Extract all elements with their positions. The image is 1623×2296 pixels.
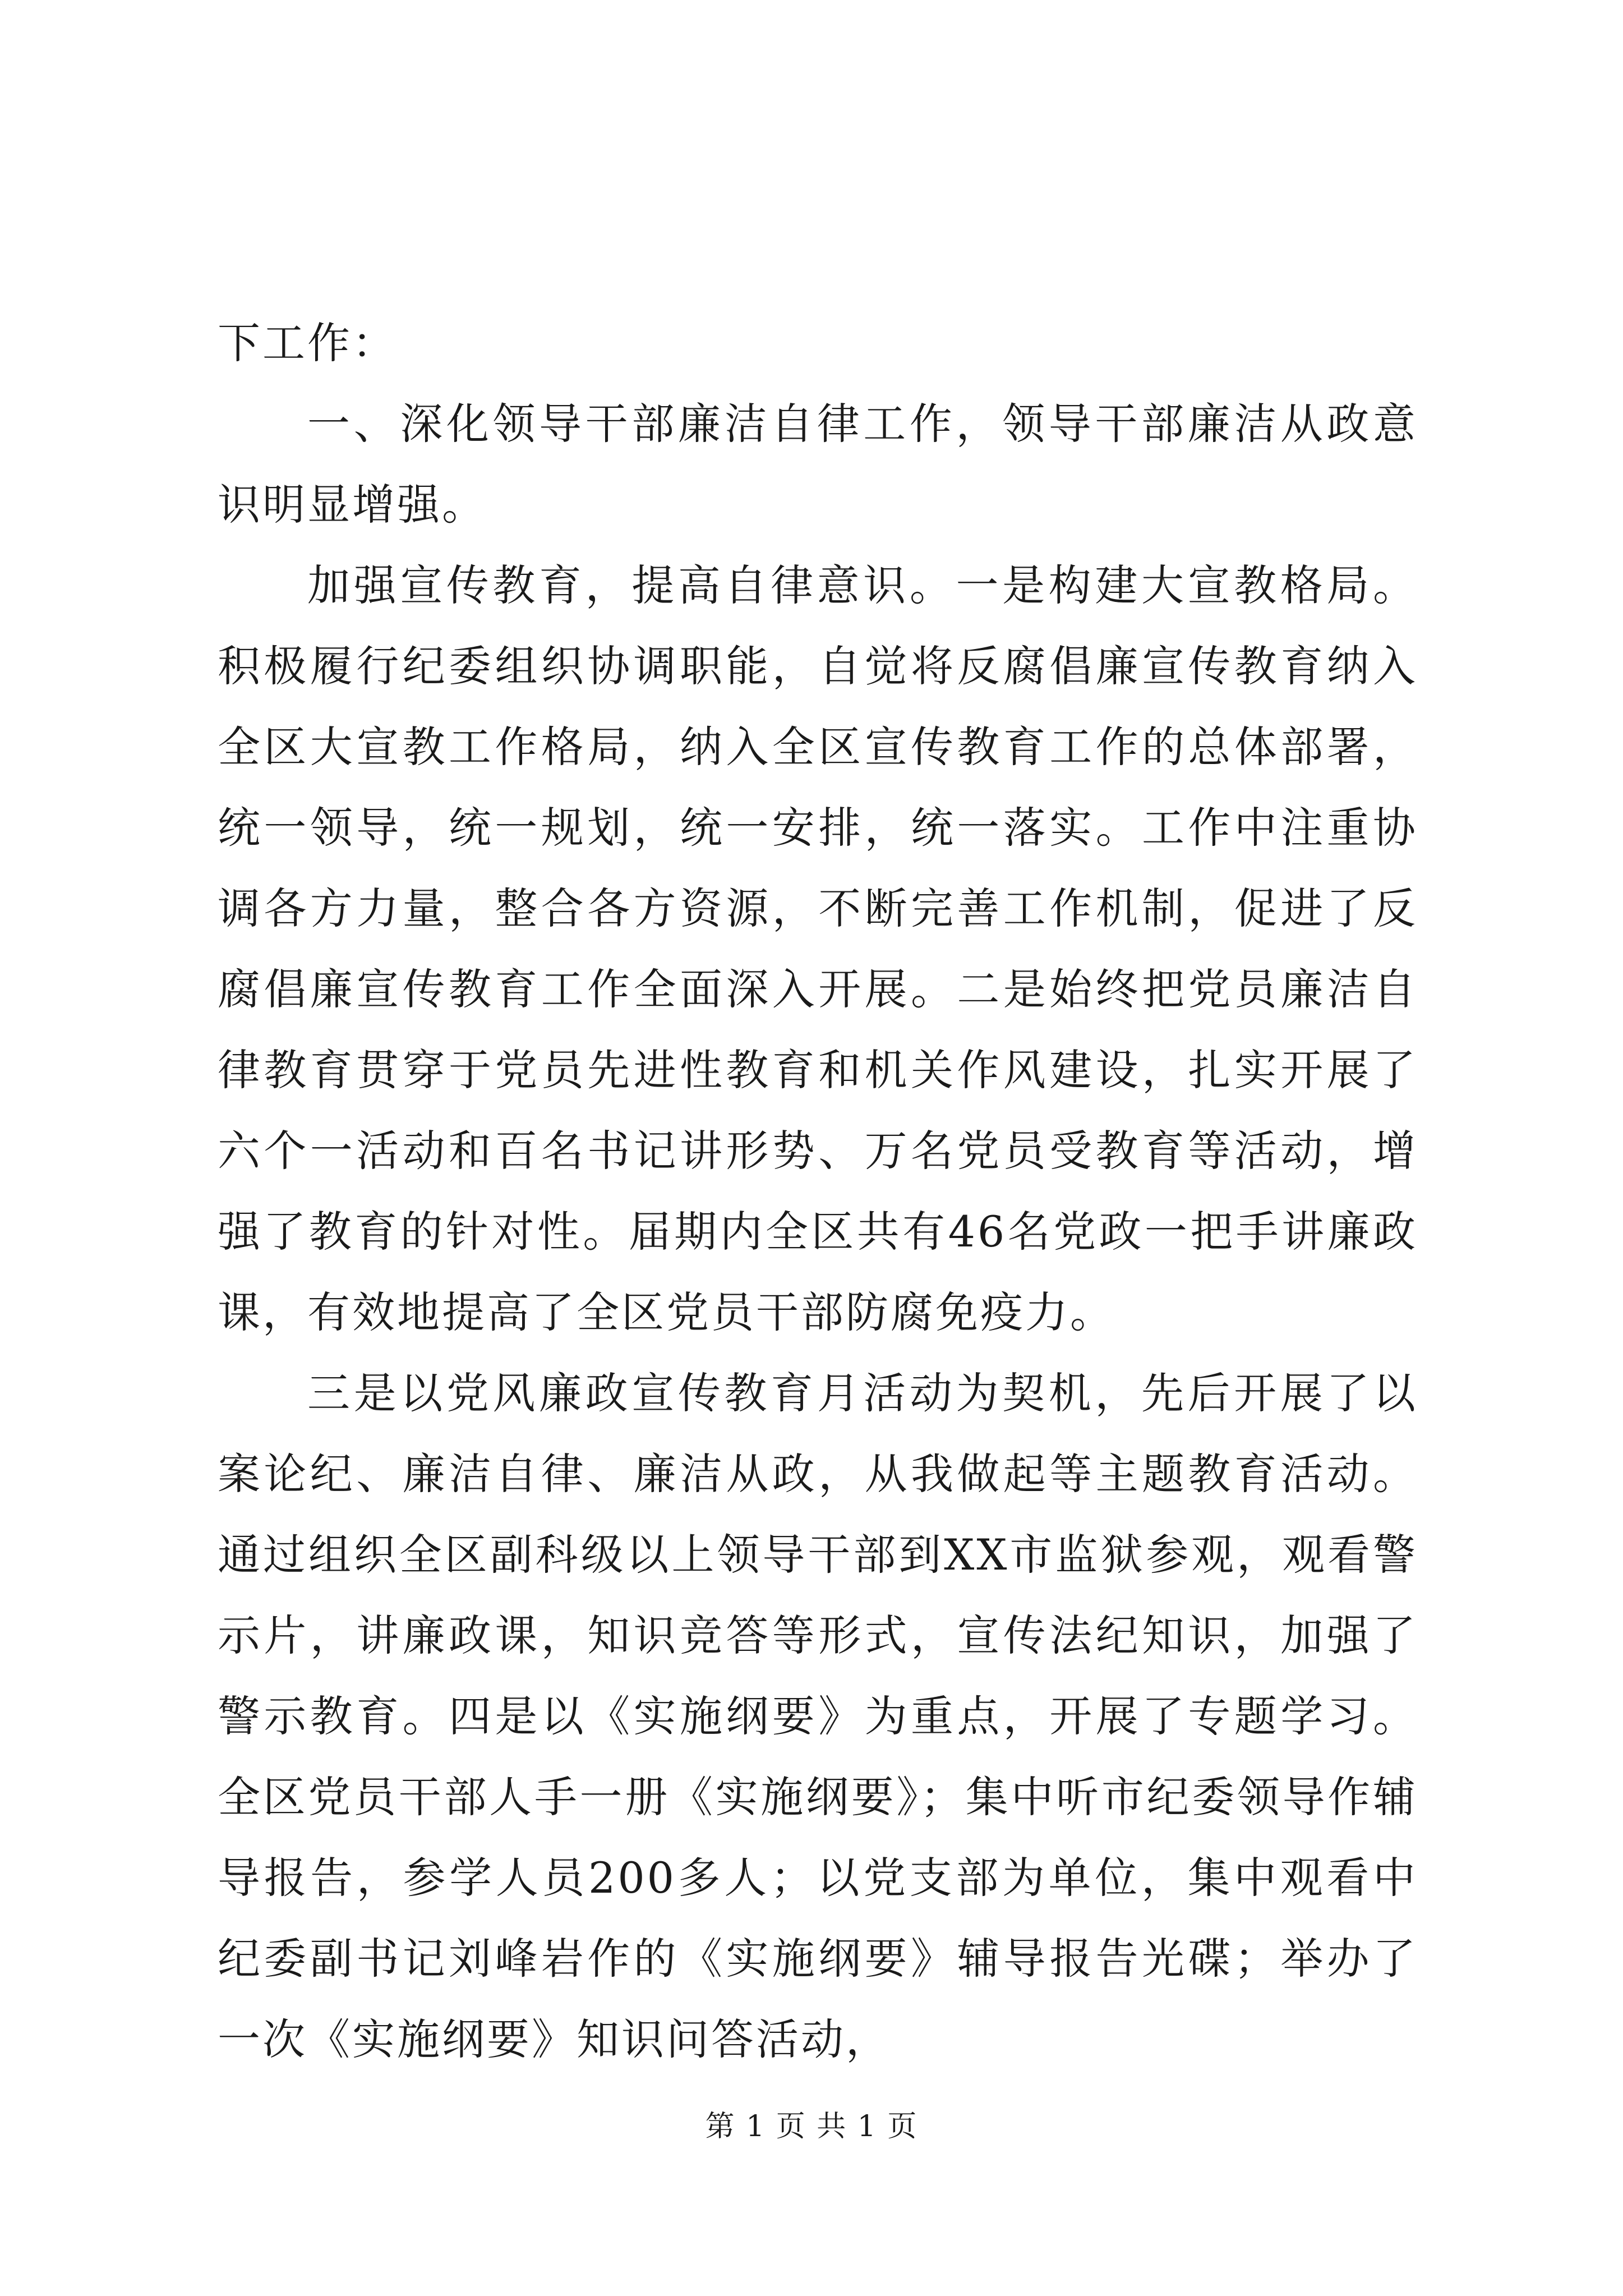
page-number-footer: 第 1 页 共 1 页 bbox=[705, 2110, 918, 2143]
document-body bbox=[218, 303, 1418, 2080]
paragraph-education-month: 三是以党风廉政宣传教育月活动为契机，先后开展了以案论纪、廉洁自律、廉洁从政，从我做起等主题教育活动。通过组织全区副科级以上领导干部到XX市监狱参观，观看警示片，讲廉政课，知识竞答等形式，宣传法纪知识，加强了警示教育。四是以《实施纲要》为重点，开展了专题学习。全区党员干部人手一册《实施纲要》；集中听市纪委领导作辅导报告，参学人员200多人；以党支部为单位，集中观看中纪委副书记刘峰岩作的《实施纲要》辅导报告光碟；举办了一次《实施纲要》知识问答活动， bbox=[218, 1368, 1418, 2064]
paragraph-publicity-education: 加强宣传教育，提高自律意识。一是构建大宣教格局。积极履行纪委组织协调职能，自觉将反腐倡廉宣传教育纳入全区大宣教工作格局，纳入全区宣传教育工作的总体部署，统一领导，统一规划，统一安排，统一落实。工作中注重协调各方力量，整合各方资源，不断完善工作机制，促进了反腐倡廉宣传教育工作全面深入开展。二是始终把党员廉洁自律教育贯穿于党员先进性教育和机关作风建设，扎实开展了六个一活动和百名书记讲形势、万名党员受教育等活动，增强了教育的针对性。届期内全区共有46名党政一把手讲廉政课，有效地提高了全区党员干部防腐免疫力。 bbox=[218, 560, 1418, 1337]
paragraph-section-heading: 一、深化领导干部廉洁自律工作，领导干部廉洁从政意识明显增强。 bbox=[218, 399, 1418, 530]
paragraph-continuation: 下工作： bbox=[218, 318, 397, 368]
